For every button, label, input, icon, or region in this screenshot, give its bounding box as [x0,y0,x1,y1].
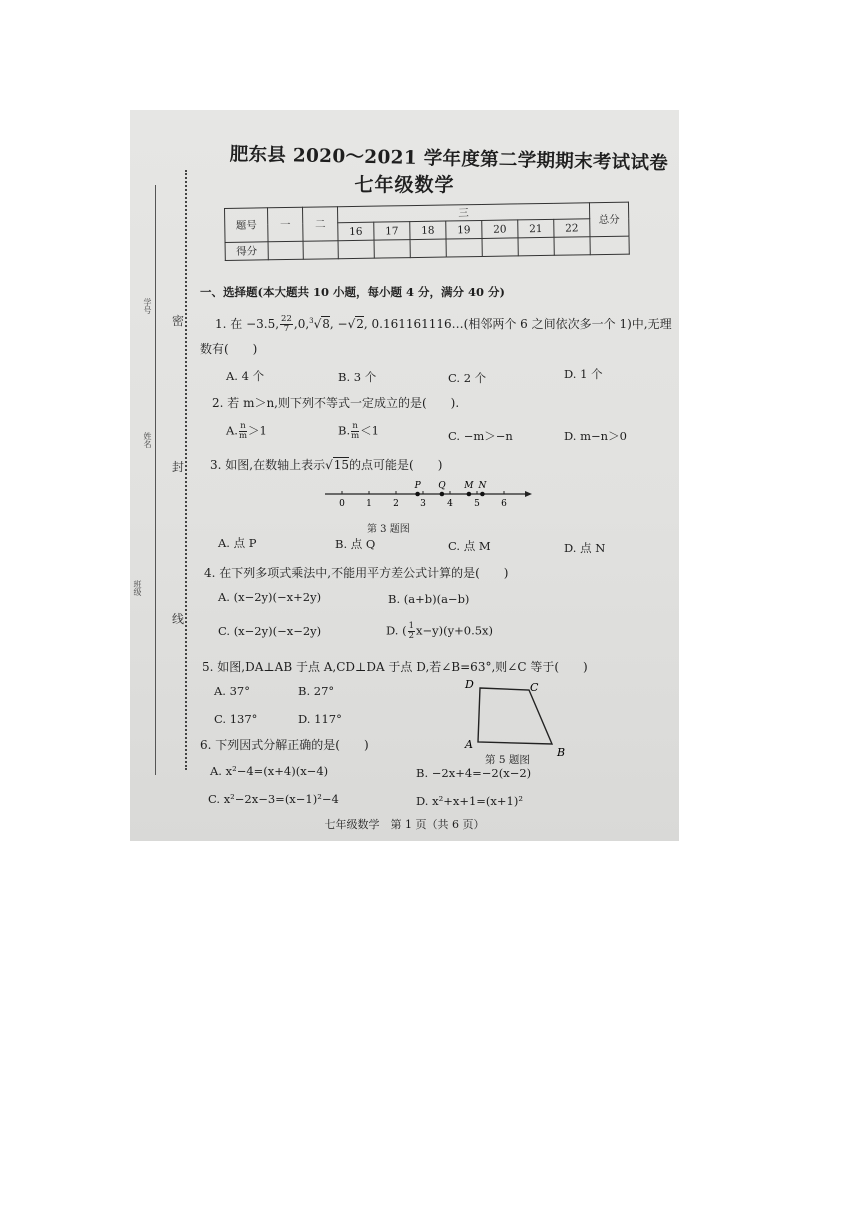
score-cell[interactable] [446,238,482,257]
q5-option-a[interactable]: A. 37° [214,684,250,698]
margin-label-name: 姓名 [143,432,152,448]
axis-tick-label: 3 [420,499,426,509]
score-table [224,202,630,261]
q2-option-b[interactable] [338,422,379,441]
margin-label-student-id: 学号 [143,298,152,314]
seal-char-mi: 密 [172,314,185,328]
q3-number-line [320,472,540,512]
score-cell[interactable] [268,241,303,260]
q3-stem-post: 的点可能是( ) [349,458,443,472]
q1-frac-num: 22 [281,314,292,324]
q2-b-rel: ＜1 [360,423,379,438]
q4-option-a[interactable]: A. (x−2y)(−x+2y) [218,590,322,604]
section-header: 一、选择题(本大题共 10 小题，每小题 4 分，满分 40 分) [200,285,505,299]
q2-option-d[interactable]: D. m−n＞0 [564,429,627,443]
axis-tick-label: 0 [339,499,345,509]
axis-tick-label: 5 [474,499,480,509]
margin-label-class: 班级 [133,580,142,596]
score-cell[interactable] [303,241,338,260]
q1-option-c[interactable]: C. 2 个 [448,371,487,385]
seal-char-feng: 封 [172,460,185,474]
point-label-p: P [414,481,421,491]
axis-arrow [525,491,532,497]
q5-option-d[interactable]: D. 117° [298,712,342,726]
q1-cbrt-index: 3 [309,317,314,325]
page-footer: 七年级数学 第 1 页（共 6 页） [324,818,485,831]
q1-option-d[interactable]: D. 1 个 [564,367,603,381]
q1-after-cbrt: , − [329,317,348,331]
row-label-question-no: 题号 [225,208,269,243]
q4-d-pre: D. ( [386,623,407,638]
col-q18: 18 [410,221,446,240]
q1-stem: 1. 在 −3.5, $\frac{22}{7}$ ,0,$^3$√8, −√2, 0.161161116…(相邻两个 6 之间依次多一个 1)中,无理 [215,314,672,334]
q1-tail: , 0.161161116…(相邻两个 6 之间依次多一个 1)中,无理 [363,317,672,331]
q4-option-b[interactable]: B. (a+b)(a−b) [388,592,470,606]
col-q19: 19 [446,220,482,239]
point-q [440,492,445,497]
q2-b-label: B. [338,423,351,438]
q2-a-den: m [238,431,248,441]
q5-option-b[interactable]: B. 27° [298,684,335,698]
vertex-d-label: D [465,678,474,691]
q3-stem-pre: 3. 如图,在数轴上表示 [210,458,326,472]
q6-option-c[interactable]: C. x²−2x−3=(x−1)²−4 [208,792,339,806]
trapezoid-shape [478,688,552,744]
col-part-three: 三 [337,203,589,223]
q4-d-frac [408,622,415,641]
col-q21: 21 [518,219,554,238]
point-m [467,492,472,497]
vertex-b-label: B [557,746,566,759]
q2-a-frac [239,422,247,441]
point-label-q: Q [438,481,446,491]
q6-option-a[interactable]: A. x²−4=(x+4)(x−4) [210,764,329,778]
col-part-one: 一 [268,207,304,242]
q5-caption: 第 5 题图 [485,754,530,766]
q1-sqrt-arg: 2 [356,317,364,331]
q4-d-num: 1 [408,621,415,631]
q2-option-a[interactable] [226,422,267,441]
row-label-score: 得分 [225,242,268,261]
q4-option-c[interactable]: C. (x−2y)(−x−2y) [218,624,322,638]
axis-tick-label: 2 [393,499,399,509]
point-n [480,492,485,497]
col-q22: 22 [554,219,590,238]
score-cell[interactable] [410,239,446,258]
q3-option-b[interactable]: B. 点 Q [335,537,376,551]
exam-title: 肥东县 2020～2021 学年度第二学期期末考试试卷 [229,143,669,175]
q1-middle: ,0, [293,317,310,331]
q4-stem: 4. 在下列多项式乘法中,不能用平方差公式计算的是( ) [204,566,509,580]
q2-b-frac [351,422,359,441]
col-total: 总分 [589,202,629,237]
score-cell[interactable] [518,237,554,256]
q2-a-rel: ＞1 [248,423,267,438]
q2-b-den: m [351,431,360,441]
seal-char-xian: 线 [172,612,185,626]
q5-trapezoid-figure [460,676,570,759]
col-q20: 20 [482,220,518,239]
q3-option-d[interactable]: D. 点 N [564,541,606,555]
q3-sqrt-arg: 15 [333,458,350,472]
q2-a-num: n [240,421,246,431]
q6-stem: 6. 下列因式分解正确的是( ) [200,738,369,752]
q4-d-den: 2 [408,631,415,641]
q3-stem: 3. 如图,在数轴上表示√15的点可能是( ) [210,458,443,472]
q4-d-post: x−y)(y+0.5x) [416,623,494,638]
q5-option-c[interactable]: C. 137° [214,712,258,726]
score-cell[interactable] [482,238,518,257]
score-cell[interactable] [338,240,374,259]
score-cell[interactable] [554,237,590,256]
exam-subtitle: 七年级数学 [354,174,455,196]
axis-tick-label: 4 [447,499,453,509]
vertex-a-label: A [465,738,473,751]
q1-prefix: 1. 在 −3.5, [215,317,280,331]
exam-photo [130,110,679,841]
col-q17: 17 [374,222,410,241]
q2-a-label: A. [226,423,238,438]
vertex-c-label: C [530,681,539,694]
q2-stem: 2. 若 m＞n,则下列不等式一定成立的是( ). [212,396,460,410]
axis-tick-label: 1 [366,499,372,509]
q4-option-d[interactable] [386,622,493,641]
q1-option-b[interactable]: B. 3 个 [338,370,377,384]
q6-option-d[interactable]: D. x²+x+1=(x+1)² [416,794,523,808]
score-cell[interactable] [590,236,629,255]
q3-option-a[interactable]: A. 点 P [218,536,257,550]
point-p [415,492,420,497]
score-cell[interactable] [374,240,410,259]
seal-dotted-line [185,170,187,770]
col-part-two: 二 [302,207,338,242]
q6-option-b[interactable]: B. −2x+4=−2(x−2) [416,766,532,780]
margin-line [155,185,156,775]
q1-frac-den: 7 [283,324,290,334]
col-q16: 16 [338,222,374,241]
q2-option-c[interactable]: C. −m＞−n [448,429,513,443]
q1-line2: 数有( ) [200,342,258,356]
q3-option-c[interactable]: C. 点 M [448,539,491,553]
q2-b-num: n [352,421,358,431]
q1-cbrt-arg: 8 [322,317,330,331]
q1-fraction [280,315,293,334]
axis-tick-label: 6 [501,499,507,509]
q3-caption: 第 3 题图 [367,524,410,535]
q1-option-a[interactable]: A. 4 个 [226,369,265,383]
point-label-n: N [478,481,487,491]
point-label-m: M [464,481,474,491]
q5-stem: 5. 如图,DA⊥AB 于点 A,CD⊥DA 于点 D,若∠B=63°,则∠C 等于( ) [202,660,588,674]
